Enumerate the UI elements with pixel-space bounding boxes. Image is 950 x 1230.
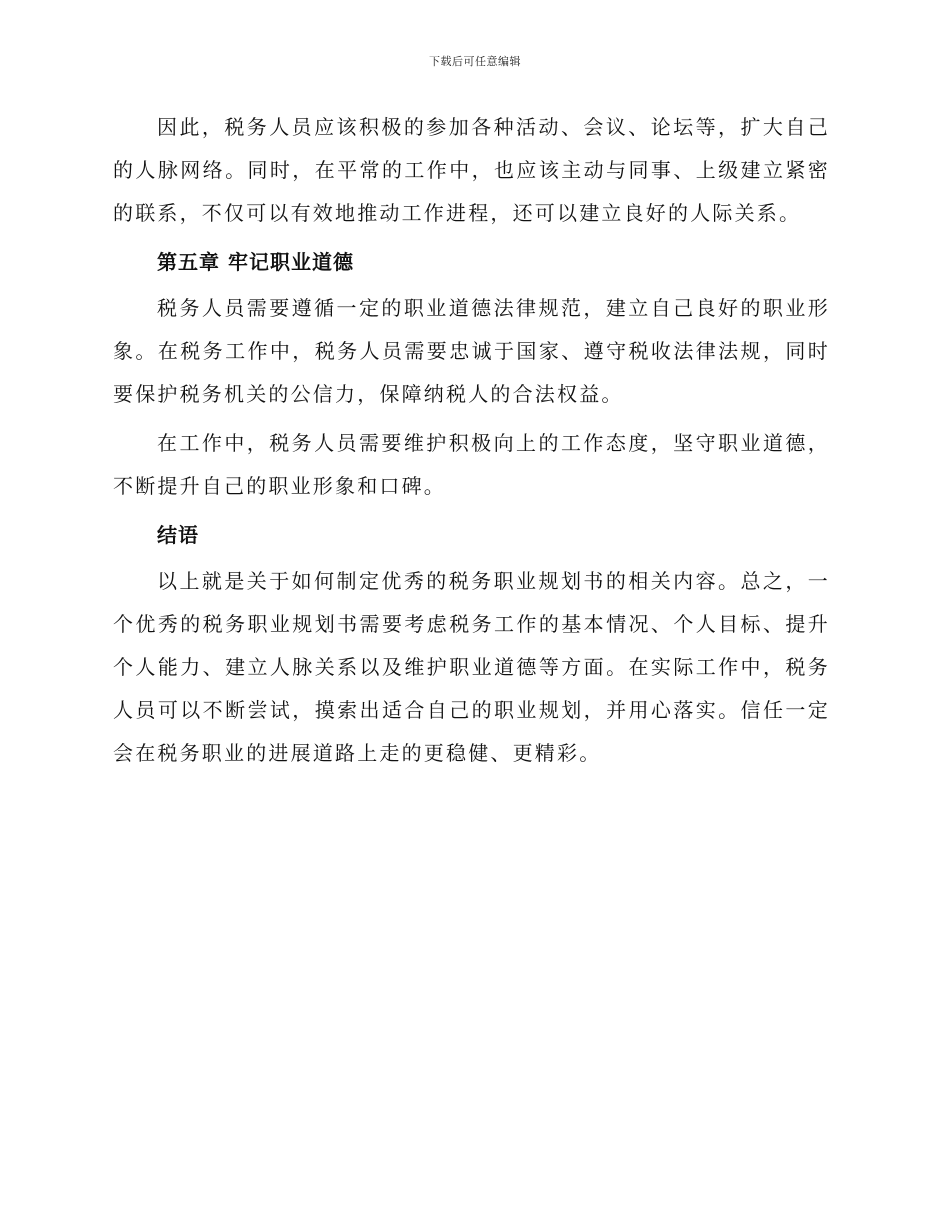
page-header-note: 下载后可任意编辑 — [429, 55, 521, 68]
paragraph-ethics-norms: 税务人员需要遵循一定的职业道德法律规范，建立自己良好的职业形象。在税务工作中，税务人员需要忠诚于国家、遵守税收法律法规，同时要保护税务机关的公信力，保障纳税人的合法权益。 — [113, 296, 830, 406]
conclusion-heading: 结语 — [157, 523, 199, 547]
paragraph-networking: 因此，税务人员应该积极的参加各种活动、会议、论坛等，扩大自己的人脉网络。同时，在平常的工作中，也应该主动与同事、上级建立紧密的联系，不仅可以有效地推动工作进程，还可以建立良好的人际关系。 — [113, 115, 830, 225]
document-body — [113, 106, 830, 781]
chapter-5-heading: 第五章 牢记职业道德 — [157, 250, 354, 274]
paragraph-conclusion: 以上就是关于如何制定优秀的税务职业规划书的相关内容。总之，一个优秀的税务职业规划书需要考虑税务工作的基本情况、个人目标、提升个人能力、建立人脉关系以及维护职业道德等方面。在实际工作中，税务人员可以不断尝试，摸索出适合自己的职业规划，并用心落实。信任一定会在税务职业的进展道路上走的更稳健、更精彩。 — [113, 569, 830, 765]
paragraph-ethics-attitude: 在工作中，税务人员需要维护积极向上的工作态度，坚守职业道德，不断提升自己的职业形象和口碑。 — [113, 431, 830, 498]
